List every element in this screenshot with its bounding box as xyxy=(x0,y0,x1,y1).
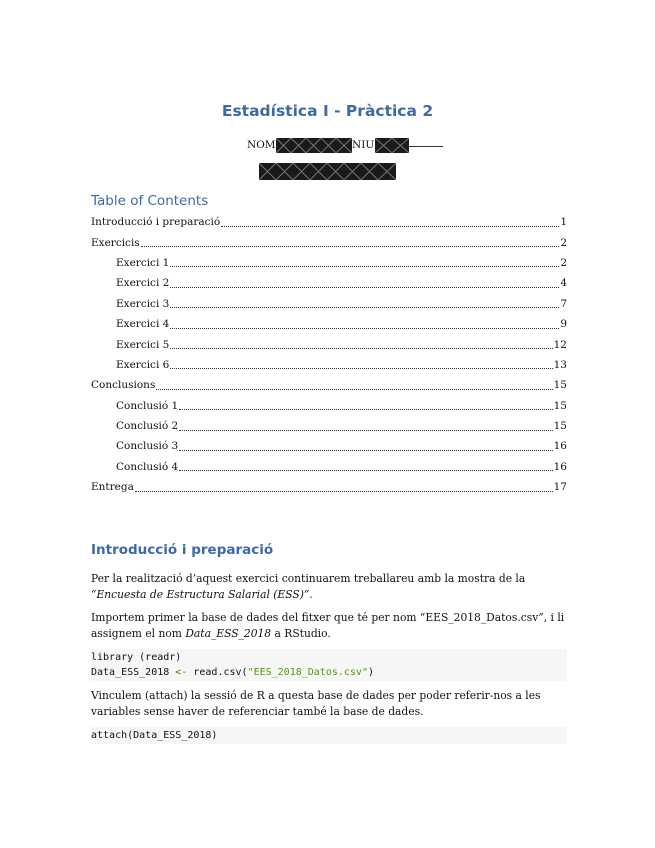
toc-entry-page: 1 xyxy=(560,216,567,229)
code-function: read.csv( xyxy=(187,667,248,678)
toc-leader-dots xyxy=(179,401,552,410)
toc-entry-label: Exercici 3 xyxy=(116,297,170,310)
toc-entry-label: Conclusió 1 xyxy=(116,399,179,412)
toc-entry[interactable] xyxy=(91,294,567,314)
code-operator: <- xyxy=(175,667,188,678)
toc-entry-page: 4 xyxy=(560,277,567,290)
toc-entry[interactable] xyxy=(91,457,567,477)
redacted-niu xyxy=(375,138,409,153)
document-title: Estadística I - Pràctica 2 xyxy=(221,102,434,120)
paragraph-line: Vinculem (attach) la sessió de R a questa base de dades per poder referir-nos a les xyxy=(91,689,541,702)
signature-line xyxy=(409,146,443,147)
toc-entry-page: 2 xyxy=(560,236,567,249)
toc-entry[interactable] xyxy=(91,212,567,232)
niu-label: NIU xyxy=(352,139,375,151)
toc-entry-page: 15 xyxy=(553,399,567,412)
toc-entry-label: Exercici 4 xyxy=(116,318,170,331)
toc-entry-label: Entrega xyxy=(91,481,134,494)
toc-entry[interactable] xyxy=(91,232,567,252)
toc-leader-dots xyxy=(179,462,552,471)
toc-entry[interactable] xyxy=(91,436,567,456)
toc-leader-dots xyxy=(141,238,560,247)
toc-entry[interactable] xyxy=(91,416,567,436)
toc-entry[interactable] xyxy=(91,375,567,395)
toc-leader-dots xyxy=(170,320,559,329)
toc-entry-label: Conclusió 4 xyxy=(116,460,179,473)
toc-leader-dots xyxy=(135,483,553,492)
code-line: library (readr) xyxy=(91,652,182,663)
code-line: attach(Data_ESS_2018) xyxy=(91,730,218,741)
paragraph-attach xyxy=(91,688,567,720)
toc-entry-label: Exercici 2 xyxy=(116,277,170,290)
text-run: assignem el nom xyxy=(91,627,186,640)
redacted-group xyxy=(259,163,396,180)
toc-entry[interactable] xyxy=(91,396,567,416)
toc-leader-dots xyxy=(170,299,559,308)
code-block-import xyxy=(91,649,567,681)
toc-entry-page: 16 xyxy=(553,440,567,453)
code-variable: Data_ESS_2018 xyxy=(91,667,176,678)
table-of-contents xyxy=(91,212,567,497)
toc-entry-label: Conclusions xyxy=(91,379,156,392)
toc-entry[interactable] xyxy=(91,314,567,334)
toc-leader-dots xyxy=(170,258,559,267)
paragraph-import xyxy=(91,610,567,642)
toc-entry-label: Conclusió 2 xyxy=(116,420,179,433)
toc-entry-label: Exercici 1 xyxy=(116,256,170,269)
code-string: "EES_2018_Datos.csv" xyxy=(247,667,368,678)
toc-leader-dots xyxy=(170,279,559,288)
name-label: NOM xyxy=(247,139,276,151)
toc-entry[interactable] xyxy=(91,355,567,375)
toc-entry-page: 7 xyxy=(560,297,567,310)
toc-entry-page: 2 xyxy=(560,256,567,269)
toc-entry-label: Introducció i preparació xyxy=(91,216,221,229)
toc-entry-page: 12 xyxy=(553,338,567,351)
toc-leader-dots xyxy=(179,442,552,451)
toc-entry-page: 13 xyxy=(553,358,567,371)
toc-entry-label: Exercici 5 xyxy=(116,338,170,351)
paragraph-line: Importem primer la base de dades del fitxer que té per nom “EES_2018_Datos.csv”, i li xyxy=(91,611,565,624)
toc-entry-page: 15 xyxy=(553,379,567,392)
toc-entry-label: Conclusió 3 xyxy=(116,440,179,453)
toc-leader-dots xyxy=(170,360,552,369)
toc-leader-dots xyxy=(221,218,559,227)
paragraph-line: Per la realització d’aquest exercici continuarem treballareu amb la mostra de la xyxy=(91,572,526,585)
text-run: a RStudio. xyxy=(271,627,331,640)
dataset-name: Data_ESS_2018 xyxy=(185,627,272,640)
toc-entry-page: 15 xyxy=(553,420,567,433)
paragraph-line xyxy=(91,626,567,642)
toc-entry-page: 9 xyxy=(560,318,567,331)
toc-leader-dots xyxy=(170,340,552,349)
toc-leader-dots xyxy=(156,381,552,390)
toc-entry-label: Exercici 6 xyxy=(116,358,170,371)
toc-entry[interactable] xyxy=(91,273,567,293)
toc-heading: Table of Contents xyxy=(91,193,209,209)
toc-entry[interactable] xyxy=(91,477,567,497)
paragraph-intro xyxy=(91,571,567,603)
section-heading: Introducció i preparació xyxy=(91,542,274,558)
toc-entry[interactable] xyxy=(91,334,567,354)
toc-leader-dots xyxy=(179,422,552,431)
paragraph-line: variables sense haver de referenciar també la base de dades. xyxy=(91,705,424,718)
toc-entry-label: Exercicis xyxy=(91,236,140,249)
code-block-attach xyxy=(91,727,567,744)
toc-entry-page: 17 xyxy=(553,481,567,494)
redacted-name xyxy=(276,138,352,153)
code-line xyxy=(91,665,567,680)
toc-entry[interactable] xyxy=(91,253,567,273)
code-paren: ) xyxy=(367,667,375,678)
toc-entry-page: 16 xyxy=(553,460,567,473)
student-info-row xyxy=(0,138,655,154)
paragraph-line: “Encuesta de Estructura Salarial (ESS)”. xyxy=(91,588,313,601)
